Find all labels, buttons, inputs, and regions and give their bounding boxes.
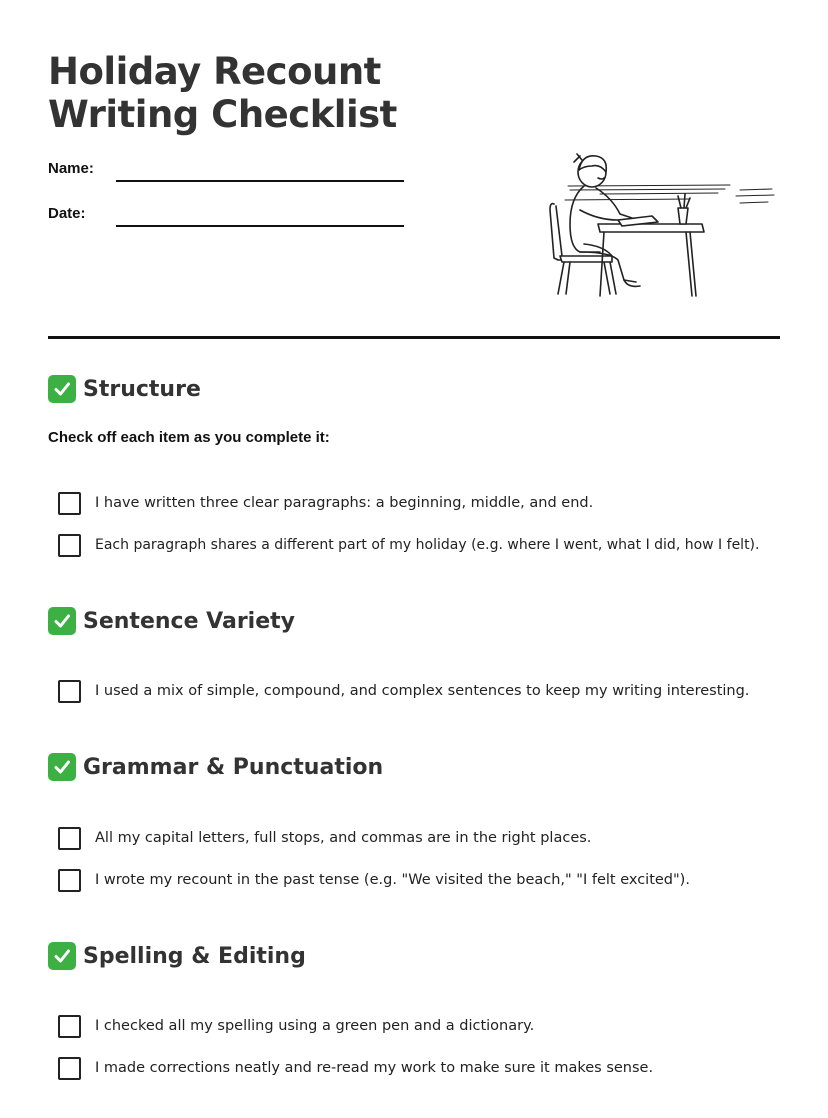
- checklist-item-text: I have written three clear paragraphs: a beginning, middle, and end.: [95, 495, 594, 511]
- section-spelling-editing-heading: [48, 941, 306, 971]
- title-line-2: Writing Checklist: [48, 93, 397, 136]
- header-divider: [48, 336, 780, 339]
- checkbox[interactable]: [58, 1015, 81, 1038]
- child-writing-illustration: [540, 148, 780, 300]
- checkbox[interactable]: [58, 869, 81, 892]
- checklist-item-text: I used a mix of simple, compound, and complex sentences to keep my writing interesting.: [95, 683, 750, 699]
- section-structure-heading: [48, 374, 201, 404]
- check-mark-button-icon: [48, 753, 76, 781]
- check-mark-button-icon: [48, 607, 76, 635]
- checklist-item-text: I checked all my spelling using a green pen and a dictionary.: [95, 1018, 535, 1034]
- structure-instruction: Check off each item as you complete it:: [48, 429, 330, 446]
- checklist-item[interactable]: [58, 868, 690, 892]
- date-label: Date:: [48, 205, 86, 222]
- section-grammar-punctuation-heading: [48, 752, 383, 782]
- checklist-item-text: I wrote my recount in the past tense (e.g. "We visited the beach," "I felt excited").: [95, 872, 690, 888]
- checklist-item-text: All my capital letters, full stops, and commas are in the right places.: [95, 830, 592, 846]
- check-mark-button-icon: [48, 375, 76, 403]
- section-title: Structure: [83, 376, 201, 402]
- section-title: Sentence Variety: [83, 608, 295, 634]
- name-line[interactable]: [116, 180, 404, 182]
- checklist-item[interactable]: [58, 533, 759, 557]
- title-line-1: Holiday Recount: [48, 50, 381, 93]
- checklist-item[interactable]: [58, 1056, 653, 1080]
- checklist-item[interactable]: [58, 1014, 534, 1038]
- checkbox[interactable]: [58, 492, 81, 515]
- date-field[interactable]: [48, 205, 408, 229]
- checklist-item[interactable]: [58, 679, 749, 703]
- checklist-item-text: I made corrections neatly and re-read my work to make sure it makes sense.: [95, 1060, 654, 1076]
- checkbox[interactable]: [58, 534, 81, 557]
- date-line[interactable]: [116, 225, 404, 227]
- name-label: Name:: [48, 160, 94, 177]
- checkbox[interactable]: [58, 680, 81, 703]
- checklist-item[interactable]: [58, 826, 591, 850]
- section-title: Spelling & Editing: [83, 943, 306, 969]
- name-field[interactable]: [48, 160, 408, 184]
- checkbox[interactable]: [58, 827, 81, 850]
- section-sentence-variety-heading: [48, 606, 295, 636]
- section-title: Grammar & Punctuation: [83, 754, 384, 780]
- checklist-item[interactable]: [58, 491, 593, 515]
- checkbox[interactable]: [58, 1057, 81, 1080]
- checklist-item-text: Each paragraph shares a different part of my holiday (e.g. where I went, what I did, how I felt).: [95, 537, 760, 553]
- page-title: [48, 50, 397, 136]
- check-mark-button-icon: [48, 942, 76, 970]
